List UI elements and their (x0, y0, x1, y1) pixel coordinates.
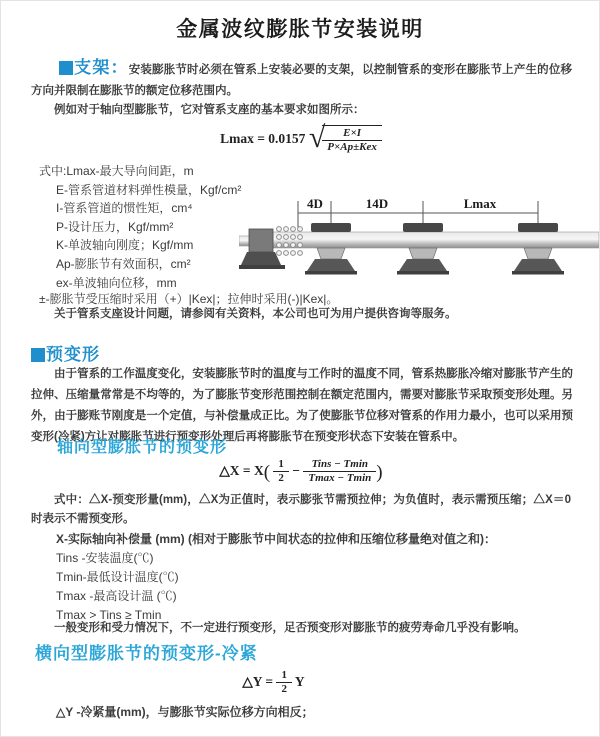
pipe-support-diagram (239, 189, 599, 286)
blue-square-bullet-icon (59, 61, 73, 75)
page-title: 金属波纹膨胀节安装说明 (176, 18, 424, 41)
sqrt-radical-icon: √ (308, 120, 326, 154)
temp-line: Tmax -最高设计温 (℃) (56, 589, 177, 603)
lmax-formula-numerator: E×I (343, 127, 362, 139)
guide-support (512, 223, 564, 275)
temp-line: Tmin-最低设计温度(℃) (56, 570, 179, 584)
cold-tighten-note: △Y -冷紧量(mm)，与膨胀节实际位移方向相反； (56, 705, 314, 719)
support-section-heading: 支架： (74, 58, 129, 77)
lateral-formula-lhs: △Y = (242, 673, 274, 689)
dim-label-4d: 4D (307, 196, 323, 211)
dim-label-lmax: Lmax (463, 196, 497, 211)
support-paragraph (31, 57, 572, 102)
axial-formula (1, 458, 600, 485)
lmax-formula-lhs: Lmax = 0.0157 (220, 130, 306, 146)
support-example-line: 例如对于轴向型膨胀节，它对管系支座的基本要求如图所示： (54, 104, 365, 116)
predeform-section-heading: 预变形 (46, 345, 100, 364)
open-paren: ( (263, 461, 271, 483)
blue-square-bullet-icon (31, 348, 45, 362)
consult-line: 关于管系支座设计问题，请参阅有关资料，本公司也可为用户提供咨询等服务。 (54, 308, 457, 320)
one-half-fraction: $\frac{1}{2}$ (276, 669, 292, 696)
guide-support (397, 223, 449, 275)
variable-line: 式中:Lmax-最大导向间距，m (39, 164, 194, 178)
variable-line: K-单波轴向刚度；Kgf/mm (56, 238, 194, 253)
temperature-list (56, 549, 179, 625)
lateral-formula-rhs: Y (294, 673, 305, 689)
variable-line-plusminus: ±-膨胀节受压缩时采用（+）|Kex|；拉伸时采用(-)|Kex|。 (39, 292, 339, 307)
lateral-subheading: 横向型膨胀节的预变形-冷紧 (35, 644, 258, 663)
lmax-radicand (322, 125, 382, 154)
temp-line: Tins -安装温度(℃) (56, 551, 154, 565)
lateral-formula (1, 669, 546, 696)
axial-explain: 式中：△X-预变形量(mm)，△X为正值时，表示膨张节需预拉伸；为负值时，表示需预压缩；△X＝0时表示不需预变形。 (31, 494, 571, 525)
axial-subheading: 轴向型膨胀节的预变形 (57, 439, 228, 456)
dim-label-14d: 14D (365, 196, 389, 211)
pipe (273, 232, 599, 248)
x-note-line: X-实际轴向补偿量 (mm) (相对于膨胀节中间状态的拉伸和压缩位移量绝对值之和)： (56, 532, 496, 546)
minus-sign: − (292, 462, 300, 478)
variable-line: ex-单波轴向位移，mm (56, 275, 177, 290)
temp-line: Tmax > Tins ≥ Tmin (56, 608, 162, 622)
axial-formula-lhs: △X = X (219, 462, 264, 478)
variable-line: E-管系管道材料弹性模量，Kgf/cm² (56, 182, 242, 197)
lmax-formula (1, 120, 600, 154)
temperature-fraction: $\frac{\text{Tins − Tmin}}{Tmax - Tmin}$ (303, 458, 376, 485)
close-paren: ) (376, 461, 383, 483)
guide-support (305, 223, 357, 275)
predeform-paragraph: 由于管系的工作温度变化，安装膨胀节时的温度与工作时的温度不同，管系热膨胀冷缩对膨胀节产生的拉伸、压缩量常常是不均等的，为了膨胀节变形范围控制在额定范围内，需要对膨胀节采取预变形处理。另外，由于膨账节刚度是一个定值，与补偿量成正比。为了使膨胀节位移对管系的作用力最小，也可以采用预变形(冷紧)方让对膨胀节进行预变形处理后再将膨胀节在预变形状态下安装在管系中。 (31, 368, 573, 443)
variable-line: Ap-膨胀节有效面积，cm² (56, 256, 191, 271)
lmax-formula-denominator: P×Ap±Kex (322, 140, 382, 154)
variable-line: P-设计压力，Kgf/mm² (56, 219, 174, 234)
predeform-heading-row (31, 340, 100, 365)
one-half-fraction: $\frac{1}{2}$ (273, 458, 289, 485)
support-intro-text: 安装膨胀节时必须在管系上安装必要的支架，以控制管系的变形在膨胀节上产生的位移方向并限制在膨胀节的额定位移范围内。 (31, 64, 572, 97)
general-note-line: 一般变形和受力情况下，不一定进行预变形，足否预变形对膨胀节的疲劳寿命几乎没有影响。 (54, 622, 526, 634)
variable-line: I-管系管道的惯性矩，cm⁴ (56, 201, 193, 216)
